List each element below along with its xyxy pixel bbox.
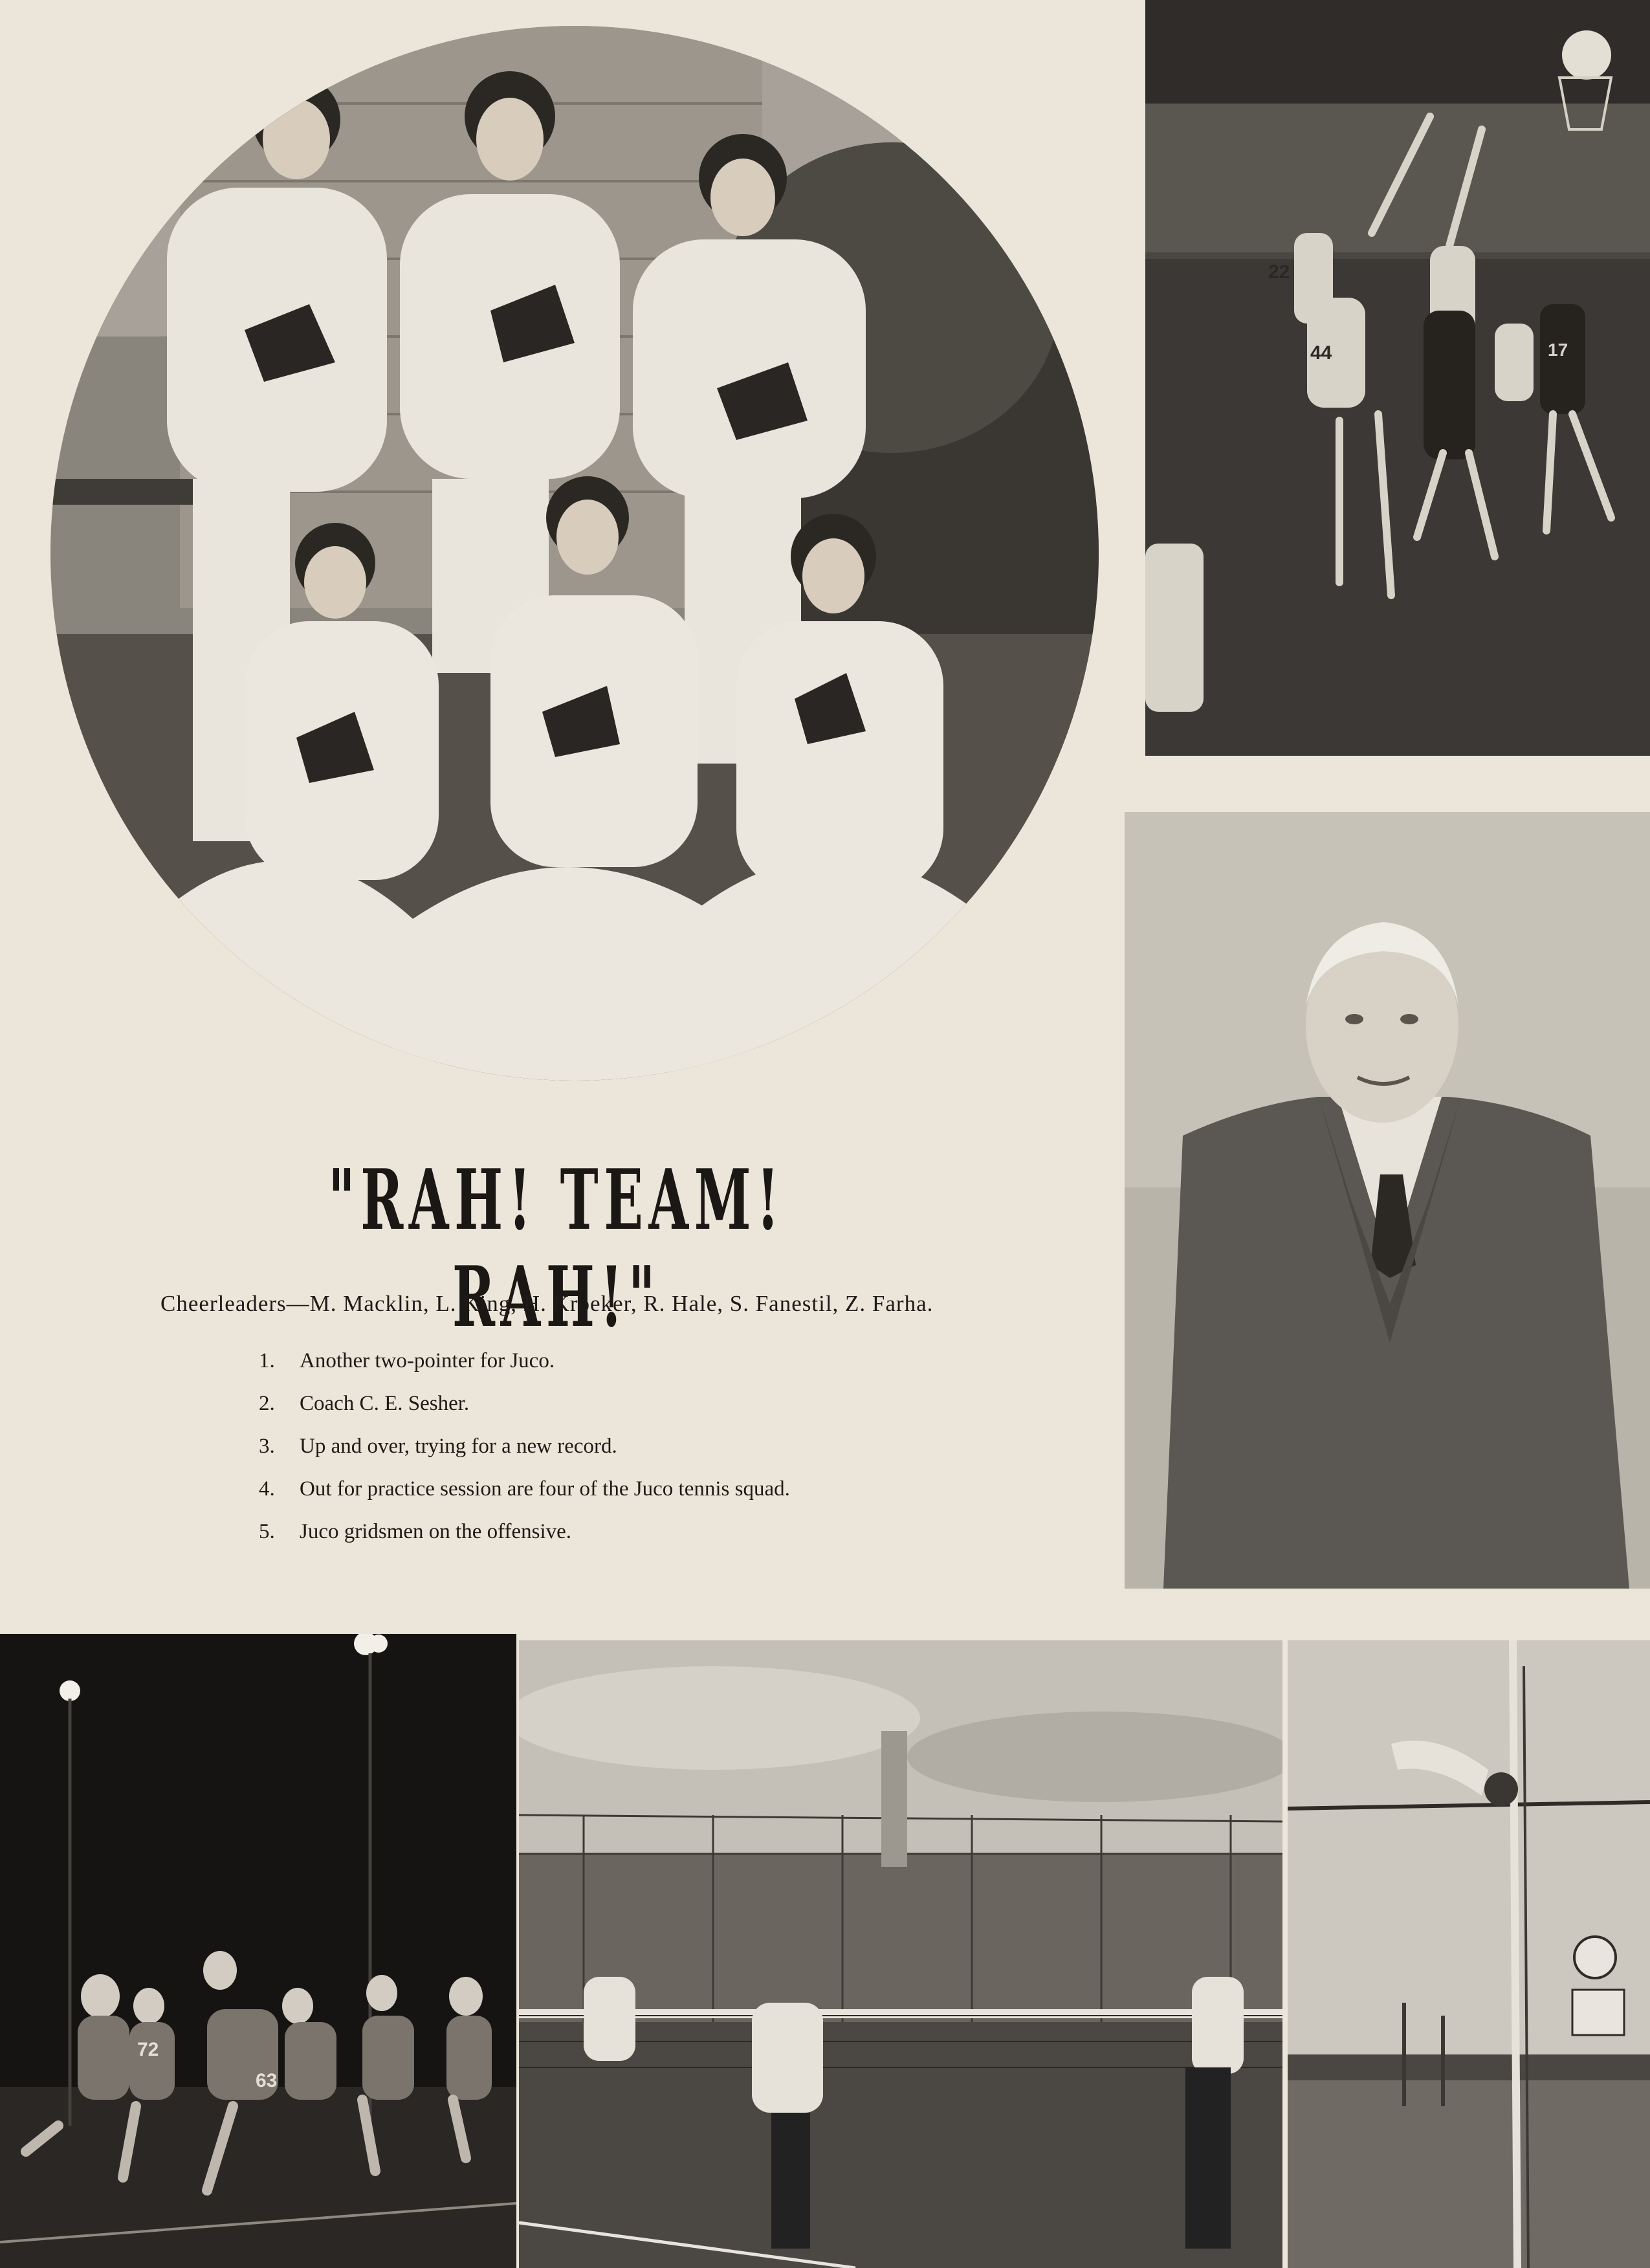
caption-item (259, 1520, 790, 1563)
caption-text: Coach C. E. Sesher. (300, 1392, 470, 1415)
caption-item (259, 1435, 790, 1477)
caption-item (259, 1349, 790, 1392)
jersey-number: 17 (1548, 340, 1568, 360)
page-title: "RAH! TEAM! RAH!" (328, 1152, 785, 1346)
caption-item (259, 1477, 790, 1520)
pole-vault-photo (1288, 1640, 1650, 2268)
jersey-number: 22 (1268, 261, 1290, 283)
tennis-photo (519, 1640, 1282, 2268)
football-photo (0, 1634, 516, 2268)
caption-item (259, 1392, 790, 1435)
coach-photo (1125, 812, 1650, 1589)
jersey-number: 44 (1310, 342, 1332, 364)
caption-text: Another two-pointer for Juco. (300, 1349, 555, 1372)
caption-number: 5. (259, 1520, 275, 1543)
caption-number: 3. (259, 1435, 275, 1458)
cheerleaders-caption: Cheerleaders—M. Macklin, L. King, H. Kroeker, R. Hale, S. Fanestil, Z. Farha. (160, 1291, 934, 1316)
cheerleaders-photo (50, 26, 1099, 1081)
jersey-number: 63 (256, 2070, 278, 2091)
jersey-number: 72 (137, 2039, 159, 2060)
caption-text: Juco gridsmen on the offensive. (300, 1520, 572, 1543)
caption-text: Out for practice session are four of the Juco tennis squad. (300, 1477, 790, 1501)
caption-number: 4. (259, 1477, 275, 1501)
basketball-photo (1145, 0, 1650, 756)
photo-caption-list (259, 1349, 790, 1563)
caption-number: 2. (259, 1392, 275, 1415)
caption-text: Up and over, trying for a new record. (300, 1435, 617, 1458)
caption-number: 1. (259, 1349, 275, 1372)
